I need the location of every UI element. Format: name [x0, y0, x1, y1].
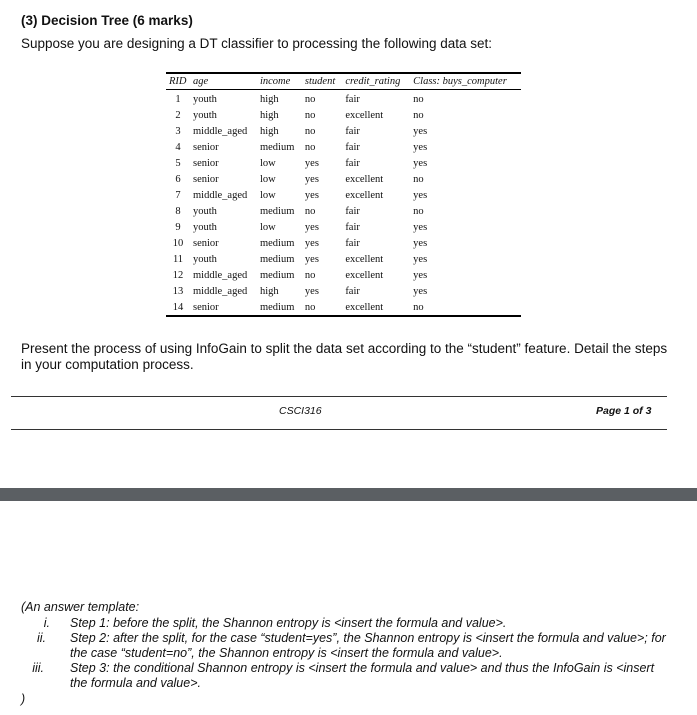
cell-credit-rating: excellent — [345, 173, 384, 185]
step-1-number: i. — [43, 616, 50, 630]
cell-credit-rating: excellent — [345, 189, 384, 201]
cell-age: youth — [193, 109, 217, 121]
table-row — [166, 123, 521, 139]
cell-rid: 2 — [175, 109, 181, 121]
cell-age: youth — [193, 221, 217, 233]
cell-age: senior — [193, 157, 219, 169]
page-separator — [0, 488, 697, 501]
cell-income: low — [259, 221, 276, 233]
cell-rid: 9 — [175, 221, 181, 233]
cell-rid: 14 — [172, 301, 184, 313]
cell-income: high — [259, 125, 279, 137]
cell-income: high — [259, 285, 279, 297]
cell-income: medium — [259, 253, 295, 265]
cell-credit-rating: excellent — [345, 269, 384, 281]
table-row — [166, 155, 521, 171]
cell-rid: 3 — [175, 125, 181, 137]
table-row — [166, 107, 521, 123]
step-3-number: iii. — [32, 661, 44, 675]
instruction-text: Present the process of using InfoGain to split the data set according to the “student” feature. Detail the steps in your computation process. — [21, 341, 668, 372]
cell-student: yes — [304, 285, 319, 297]
cell-rid: 4 — [175, 141, 181, 153]
cell-student: no — [304, 301, 316, 313]
cell-age: youth — [193, 93, 217, 105]
cell-class: yes — [413, 141, 428, 153]
cell-income: low — [259, 157, 276, 169]
cell-age: youth — [193, 205, 217, 217]
cell-rid: 12 — [172, 269, 184, 281]
template-heading: (An answer template: — [21, 600, 140, 614]
cell-age: middle_aged — [193, 125, 248, 137]
cell-credit-rating: fair — [345, 141, 360, 153]
cell-credit-rating: fair — [345, 237, 360, 249]
cell-credit-rating: fair — [345, 205, 360, 217]
cell-rid: 1 — [175, 93, 181, 105]
cell-rid: 6 — [175, 173, 181, 185]
cell-rid: 13 — [172, 285, 184, 297]
cell-income: medium — [259, 141, 295, 153]
cell-student: no — [304, 205, 316, 217]
cell-age: youth — [193, 253, 217, 265]
table-header-row — [166, 73, 521, 90]
cell-income: high — [259, 93, 279, 105]
cell-student: yes — [304, 253, 319, 265]
cell-credit-rating: fair — [345, 157, 360, 169]
step-2-number: ii. — [36, 631, 46, 645]
cell-class: no — [413, 301, 424, 313]
cell-student: no — [304, 269, 316, 281]
cell-age: senior — [193, 237, 219, 249]
table-row — [166, 299, 521, 316]
cell-age: middle_aged — [193, 189, 248, 201]
cell-class: yes — [413, 189, 428, 201]
template-closing: ) — [21, 692, 26, 706]
cell-income: low — [259, 173, 276, 185]
footer-rule-bottom — [11, 429, 667, 430]
footer-page-number: Page 1 of 3 — [596, 405, 652, 417]
cell-class: yes — [413, 157, 428, 169]
cell-credit-rating: excellent — [345, 109, 384, 121]
cell-credit-rating: fair — [345, 221, 360, 233]
header-class: Class: buys_computer — [410, 73, 521, 90]
cell-student: no — [304, 109, 316, 121]
cell-income: high — [259, 109, 279, 121]
cell-rid: 8 — [175, 205, 181, 217]
cell-rid: 10 — [172, 237, 184, 249]
cell-class: yes — [413, 253, 428, 265]
table-row — [166, 283, 521, 299]
cell-student: yes — [304, 237, 319, 249]
table-row — [166, 90, 521, 108]
cell-student: no — [304, 141, 316, 153]
cell-class: no — [413, 205, 424, 217]
cell-credit-rating: excellent — [345, 301, 384, 313]
table-row — [166, 171, 521, 187]
step-1-text: Step 1: before the split, the Shannon entropy is <insert the formula and value>. — [70, 616, 507, 630]
cell-class: no — [413, 109, 424, 121]
table-row — [166, 187, 521, 203]
cell-income: medium — [259, 237, 295, 249]
cell-class: no — [413, 93, 424, 105]
cell-age: middle_aged — [193, 269, 248, 281]
step-3-text: Step 3: the conditional Shannon entropy is <insert the formula and value> and thus the InfoGain is <insert the formula and value>. — [70, 661, 655, 690]
cell-income: medium — [259, 269, 295, 281]
footer-course: CSCI316 — [279, 405, 322, 417]
table-row — [166, 235, 521, 251]
cell-class: no — [413, 173, 424, 185]
header-credit-rating: credit_rating — [342, 73, 410, 90]
header-student: student — [302, 73, 342, 90]
cell-student: yes — [304, 173, 319, 185]
cell-rid: 7 — [175, 189, 181, 201]
table-row — [166, 219, 521, 235]
cell-student: yes — [304, 189, 319, 201]
table-row — [166, 139, 521, 155]
cell-age: middle_aged — [193, 285, 248, 297]
cell-credit-rating: fair — [345, 125, 360, 137]
cell-student: yes — [304, 221, 319, 233]
question-intro: Suppose you are designing a DT classifier to processing the following data set: — [21, 36, 493, 51]
cell-class: yes — [413, 221, 428, 233]
cell-student: no — [304, 93, 316, 105]
footer-rule-top — [11, 396, 667, 397]
cell-class: yes — [413, 285, 428, 297]
cell-income: medium — [259, 301, 295, 313]
table-row — [166, 251, 521, 267]
header-age: age — [190, 73, 257, 90]
cell-class: yes — [413, 237, 428, 249]
header-income: income — [257, 73, 302, 90]
cell-class: yes — [413, 125, 428, 137]
cell-student: yes — [304, 157, 319, 169]
cell-credit-rating: excellent — [345, 253, 384, 265]
cell-class: yes — [413, 269, 428, 281]
header-rid: RID — [166, 73, 190, 90]
cell-age: senior — [193, 141, 219, 153]
cell-age: senior — [193, 301, 219, 313]
cell-credit-rating: fair — [345, 285, 360, 297]
cell-income: low — [259, 189, 276, 201]
cell-student: no — [304, 125, 316, 137]
table-row — [166, 203, 521, 219]
table-row — [166, 267, 521, 283]
cell-rid: 5 — [175, 157, 181, 169]
dataset-table — [166, 72, 521, 317]
cell-credit-rating: fair — [345, 93, 360, 105]
step-2-text: Step 2: after the split, for the case “student=yes”, the Shannon entropy is <insert the formula and value>; for the case “student=no”, the Shannon entropy is <insert the formula and value>. — [70, 631, 666, 660]
cell-income: medium — [259, 205, 295, 217]
cell-age: senior — [193, 173, 219, 185]
question-title: (3) Decision Tree (6 marks) — [21, 13, 193, 28]
cell-rid: 11 — [172, 253, 184, 265]
